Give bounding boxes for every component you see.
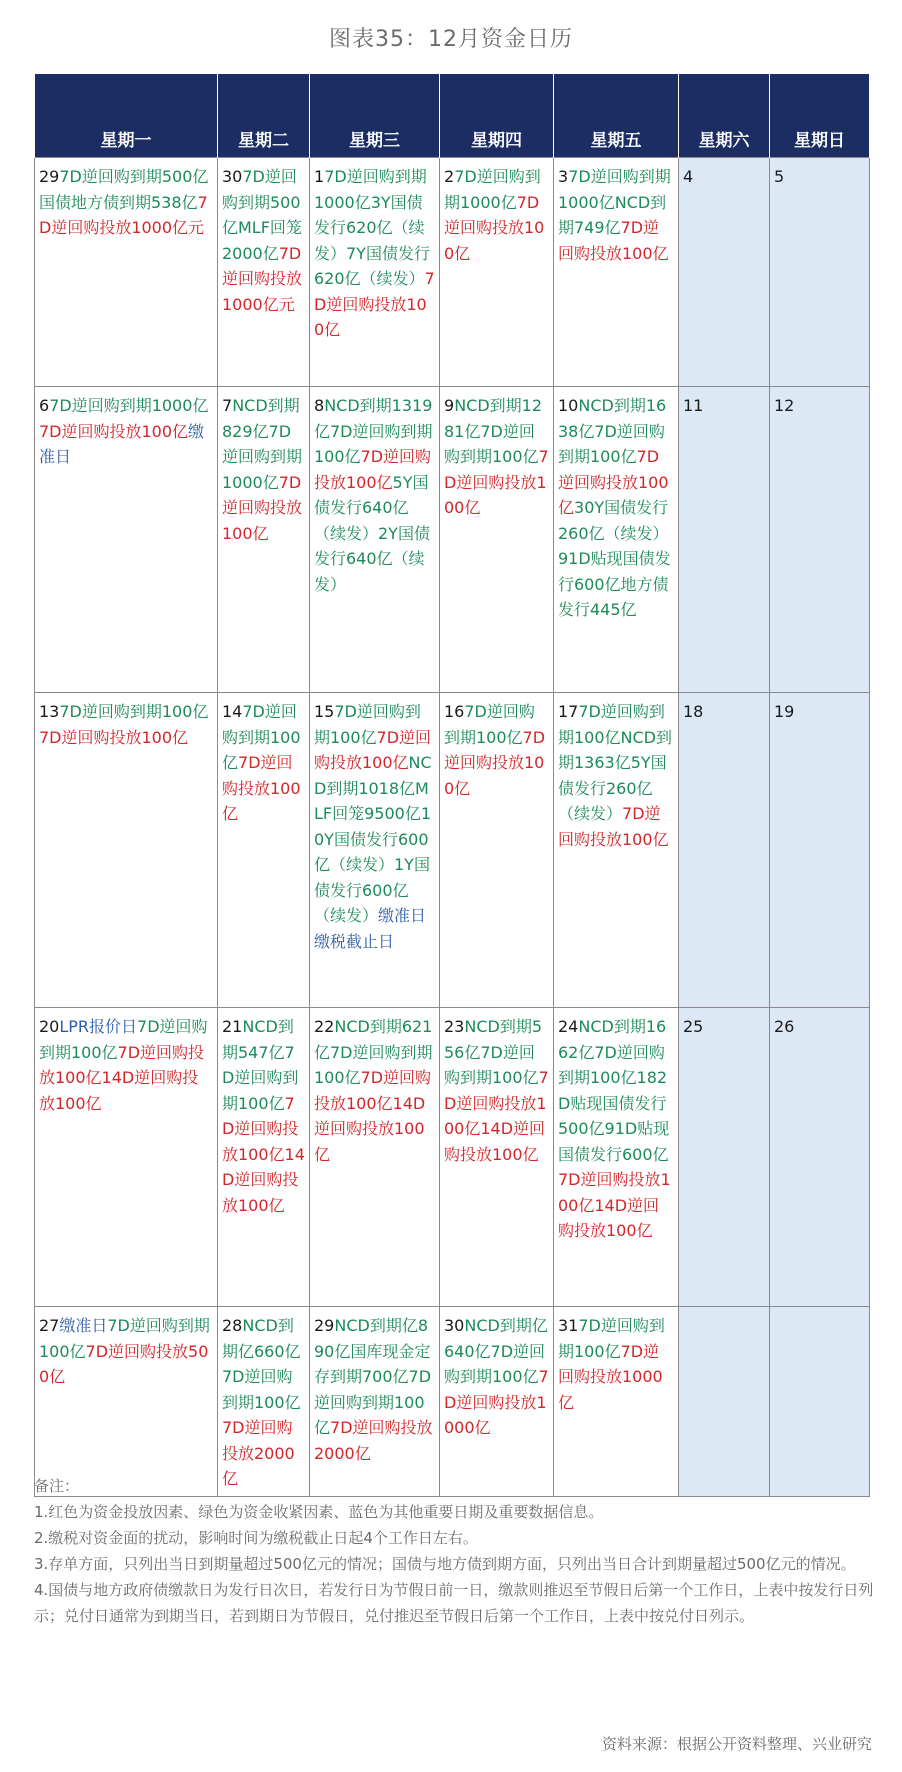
day-number: 14 xyxy=(222,702,243,721)
event-release: 7D逆回购投放100亿14D逆回购投放100亿 xyxy=(558,1170,671,1240)
day-cell xyxy=(440,693,554,1008)
day-cell xyxy=(554,387,679,693)
header-sun: 星期日 xyxy=(770,74,870,158)
day-cell xyxy=(35,1307,218,1497)
event-release: 7D逆回购投放2000亿 xyxy=(222,1418,295,1488)
day-cell xyxy=(35,1008,218,1307)
day-cell xyxy=(440,1307,554,1497)
event-release: 7D逆回购投放100亿14D逆回购投放100亿 xyxy=(222,1093,305,1215)
day-number: 15 xyxy=(314,702,335,721)
event-tighten: 国债地方债到期538亿 xyxy=(39,192,198,212)
day-number: 8 xyxy=(314,396,325,415)
week-row xyxy=(35,1008,870,1307)
day-number: 3 xyxy=(558,167,569,186)
day-number: 31 xyxy=(558,1316,579,1335)
header-tue: 星期二 xyxy=(218,74,310,158)
day-cell xyxy=(679,158,770,387)
event-release: 7D逆回购投放500亿 xyxy=(39,1341,209,1386)
event-info: 缴准日 xyxy=(39,421,205,466)
event-release: 7D逆回购投放100亿 xyxy=(314,447,432,492)
day-number: 26 xyxy=(774,1017,795,1036)
event-release: 7D逆回购投放100亿 xyxy=(444,727,546,798)
day-cell xyxy=(310,387,440,693)
day-cell xyxy=(440,387,554,693)
day-cell xyxy=(218,1008,310,1307)
event-tighten: NCD到期亿890亿国库现金定存到期700亿7D逆回购到期100亿 xyxy=(314,1316,432,1437)
day-cell xyxy=(770,1008,870,1307)
day-cell xyxy=(770,693,870,1008)
note-3: 3.存单方面，只列出当日到期量超过500亿元的情况；国债与地方债到期方面，只列出当日合计到期量超过500亿元的情况。 xyxy=(34,1555,856,1573)
day-number: 9 xyxy=(444,396,455,415)
day-cell xyxy=(218,158,310,387)
day-number: 12 xyxy=(774,396,795,415)
day-number: 6 xyxy=(39,396,50,415)
event-release: 7D逆回购投放100亿 xyxy=(314,727,432,772)
event-release: 7D逆回购投放100亿 xyxy=(558,447,669,517)
event-release: 7D逆回购投放100亿 xyxy=(39,421,189,441)
day-number: 11 xyxy=(683,396,704,415)
week-row xyxy=(35,693,870,1008)
event-tighten: 7D逆回购到期1000亿 xyxy=(49,396,209,415)
notes-heading: 备注： xyxy=(34,1477,80,1495)
event-info: 缴准日缴税截止日 xyxy=(314,906,427,951)
day-cell xyxy=(440,1008,554,1307)
event-tighten: NCD到期1319亿7D逆回购到期100亿 xyxy=(314,396,433,466)
event-release: 7D逆回购投放100亿 xyxy=(444,447,549,517)
event-tighten: NCD到期829亿7D逆回购到期1000亿 xyxy=(222,396,303,492)
week-row xyxy=(35,387,870,693)
note-1: 1.红色为资金投放因素、绿色为资金收紧因素、蓝色为其他重要日期及重要数据信息。 xyxy=(34,1503,604,1521)
event-release: 7D逆回购投放100亿 xyxy=(444,192,545,263)
day-cell xyxy=(440,158,554,387)
page-title: 图表35：12月资金日历 xyxy=(329,27,573,52)
day-number: 22 xyxy=(314,1017,335,1036)
day-cell xyxy=(679,387,770,693)
header-fri: 星期五 xyxy=(554,74,679,158)
day-cell xyxy=(554,158,679,387)
event-release: 7D逆回购投放100亿 xyxy=(314,269,435,339)
notes xyxy=(34,1473,874,1629)
day-number: 4 xyxy=(683,167,694,186)
day-number: 30 xyxy=(222,167,243,186)
event-release: 7D逆回购投放100亿14D逆回购投放100亿 xyxy=(444,1068,549,1164)
week-row xyxy=(35,1307,870,1497)
event-tighten: 7D逆回购到期100亿 xyxy=(558,1316,665,1361)
header-wed: 星期三 xyxy=(310,74,440,158)
event-tighten: NCD到期547亿7D逆回购到期100亿 xyxy=(222,1017,299,1113)
day-number: 2 xyxy=(444,167,455,186)
header-mon: 星期一 xyxy=(35,74,218,158)
note-4: 4.国债与地方政府债缴款日为发行日次日，若发行日为节假日前一日，缴款则推迟至节假日后第一个工作日，上表中按发行日列示；兑付日通常为到期当日，若到期日为节假日，兑付推迟至节假日后第一个工作日，上表中按兑付日列示。 xyxy=(34,1581,874,1625)
day-cell xyxy=(679,1008,770,1307)
day-cell xyxy=(554,1008,679,1307)
event-release: 7D逆回购投放100亿14D逆回购投放100亿 xyxy=(314,1068,432,1164)
day-number: 27 xyxy=(39,1316,60,1335)
event-tighten: 7D逆回购到期100亿 xyxy=(222,702,301,772)
day-cell xyxy=(35,693,218,1008)
event-tighten: 7D逆回购到期100亿NCD到期1363亿5Y国债发行260亿（续发） xyxy=(558,702,673,823)
day-cell xyxy=(35,158,218,387)
event-info: 缴准日 xyxy=(59,1316,108,1335)
event-tighten: 7D逆回购到期100亿 xyxy=(39,1316,210,1361)
event-tighten: 5Y国债发行640亿（续发）2Y国债发行640亿（续发） xyxy=(314,472,430,594)
event-tighten: NCD到期556亿7D逆回购到期100亿 xyxy=(444,1017,543,1087)
day-number: 1 xyxy=(314,167,325,186)
day-cell xyxy=(310,1307,440,1497)
day-number: 19 xyxy=(774,702,795,721)
event-tighten: 7D逆回购到期1000亿3Y国债发行620亿（续发）7Y国债发行620亿（续发） xyxy=(314,167,430,288)
event-tighten: 7D逆回购到期500亿MLF回笼2000亿 xyxy=(222,167,302,263)
event-release: 7D逆回购投放100亿 xyxy=(222,472,303,543)
event-tighten: NCD到期1638亿7D逆回购到期100亿 xyxy=(558,396,667,466)
event-tighten: NCD到期亿660亿7D逆回购到期100亿 xyxy=(222,1316,301,1412)
day-number: 29 xyxy=(39,167,60,186)
calendar-table xyxy=(34,74,870,1497)
event-tighten: 7D逆回购到期500亿 xyxy=(59,167,209,186)
day-cell xyxy=(218,1307,310,1497)
event-tighten: 7D逆回购到期100亿 xyxy=(444,702,535,747)
day-number: 17 xyxy=(558,702,579,721)
week-row xyxy=(35,158,870,387)
day-cell xyxy=(770,1307,870,1497)
day-cell xyxy=(679,693,770,1008)
day-number: 5 xyxy=(774,167,785,186)
event-release: 7D逆回购投放2000亿 xyxy=(314,1418,433,1463)
event-tighten: NCD到期1018亿MLF回笼9500亿10Y国债发行600亿（续发）1Y国债发行600亿（续发） xyxy=(314,753,432,925)
event-tighten: NCD到期1281亿7D逆回购到期100亿 xyxy=(444,396,543,466)
event-release: 7D逆回购投放100亿 xyxy=(558,804,669,849)
day-number: 18 xyxy=(683,702,704,721)
header-thu: 星期四 xyxy=(440,74,554,158)
day-cell xyxy=(679,1307,770,1497)
event-tighten: 7D逆回购到期100亿 xyxy=(314,702,421,747)
day-cell xyxy=(218,693,310,1008)
day-number: 28 xyxy=(222,1316,243,1335)
event-tighten: 30Y国债发行260亿（续发）91D贴现国债发行600亿地方债发行445亿 xyxy=(558,498,671,619)
source-note: 资料来源：根据公开资料整理、兴业研究 xyxy=(601,1735,872,1753)
event-release: 7D逆回购投放1000亿 xyxy=(558,1341,663,1412)
event-info: LPR报价日 xyxy=(59,1017,138,1036)
event-release: 7D逆回购投放1000亿元 xyxy=(222,243,303,314)
note-2: 2.缴税对资金面的扰动，影响时间为缴税截止日起4个工作日左右。 xyxy=(34,1529,478,1547)
event-release: 7D逆回购投放100亿 xyxy=(222,753,301,823)
day-cell xyxy=(770,387,870,693)
event-tighten: NCD到期亿640亿7D逆回购到期100亿 xyxy=(444,1316,548,1386)
day-number: 25 xyxy=(683,1017,704,1036)
day-number: 21 xyxy=(222,1017,243,1036)
event-tighten: 7D逆回购到期1000亿 xyxy=(444,167,541,212)
event-tighten: 7D逆回购到期1000亿NCD到期749亿 xyxy=(558,167,671,237)
day-number: 30 xyxy=(444,1316,465,1335)
event-release: 7D逆回购投放100亿 xyxy=(558,218,669,263)
day-number: 29 xyxy=(314,1316,335,1335)
day-cell xyxy=(554,1307,679,1497)
day-number: 10 xyxy=(558,396,579,415)
event-tighten: 7D逆回购到期100亿 xyxy=(39,1017,208,1062)
day-cell xyxy=(218,387,310,693)
day-number: 7 xyxy=(222,396,233,415)
day-cell xyxy=(310,1008,440,1307)
day-number: 24 xyxy=(558,1017,579,1036)
event-tighten: NCD到期1662亿7D逆回购到期100亿182D贴现国债发行500亿91D贴现国债发行600亿 xyxy=(558,1017,670,1164)
day-number: 16 xyxy=(444,702,465,721)
day-number: 20 xyxy=(39,1017,60,1036)
event-tighten: NCD到期621亿7D逆回购到期100亿 xyxy=(314,1017,433,1087)
day-cell xyxy=(554,693,679,1008)
day-cell xyxy=(310,158,440,387)
header-row xyxy=(35,74,870,158)
event-release: 7D逆回购投放1000亿 xyxy=(444,1367,549,1437)
header-sat: 星期六 xyxy=(679,74,770,158)
event-tighten: 7D逆回购到期100亿 xyxy=(59,702,209,721)
day-number: 13 xyxy=(39,702,60,721)
day-cell xyxy=(35,387,218,693)
day-cell xyxy=(770,158,870,387)
event-release: 7D逆回购投放100亿14D逆回购投放100亿 xyxy=(39,1042,205,1113)
day-number: 23 xyxy=(444,1017,465,1036)
event-release: 7D逆回购投放100亿 xyxy=(39,727,189,747)
event-release: 7D逆回购投放1000亿元 xyxy=(39,192,208,237)
day-cell xyxy=(310,693,440,1008)
